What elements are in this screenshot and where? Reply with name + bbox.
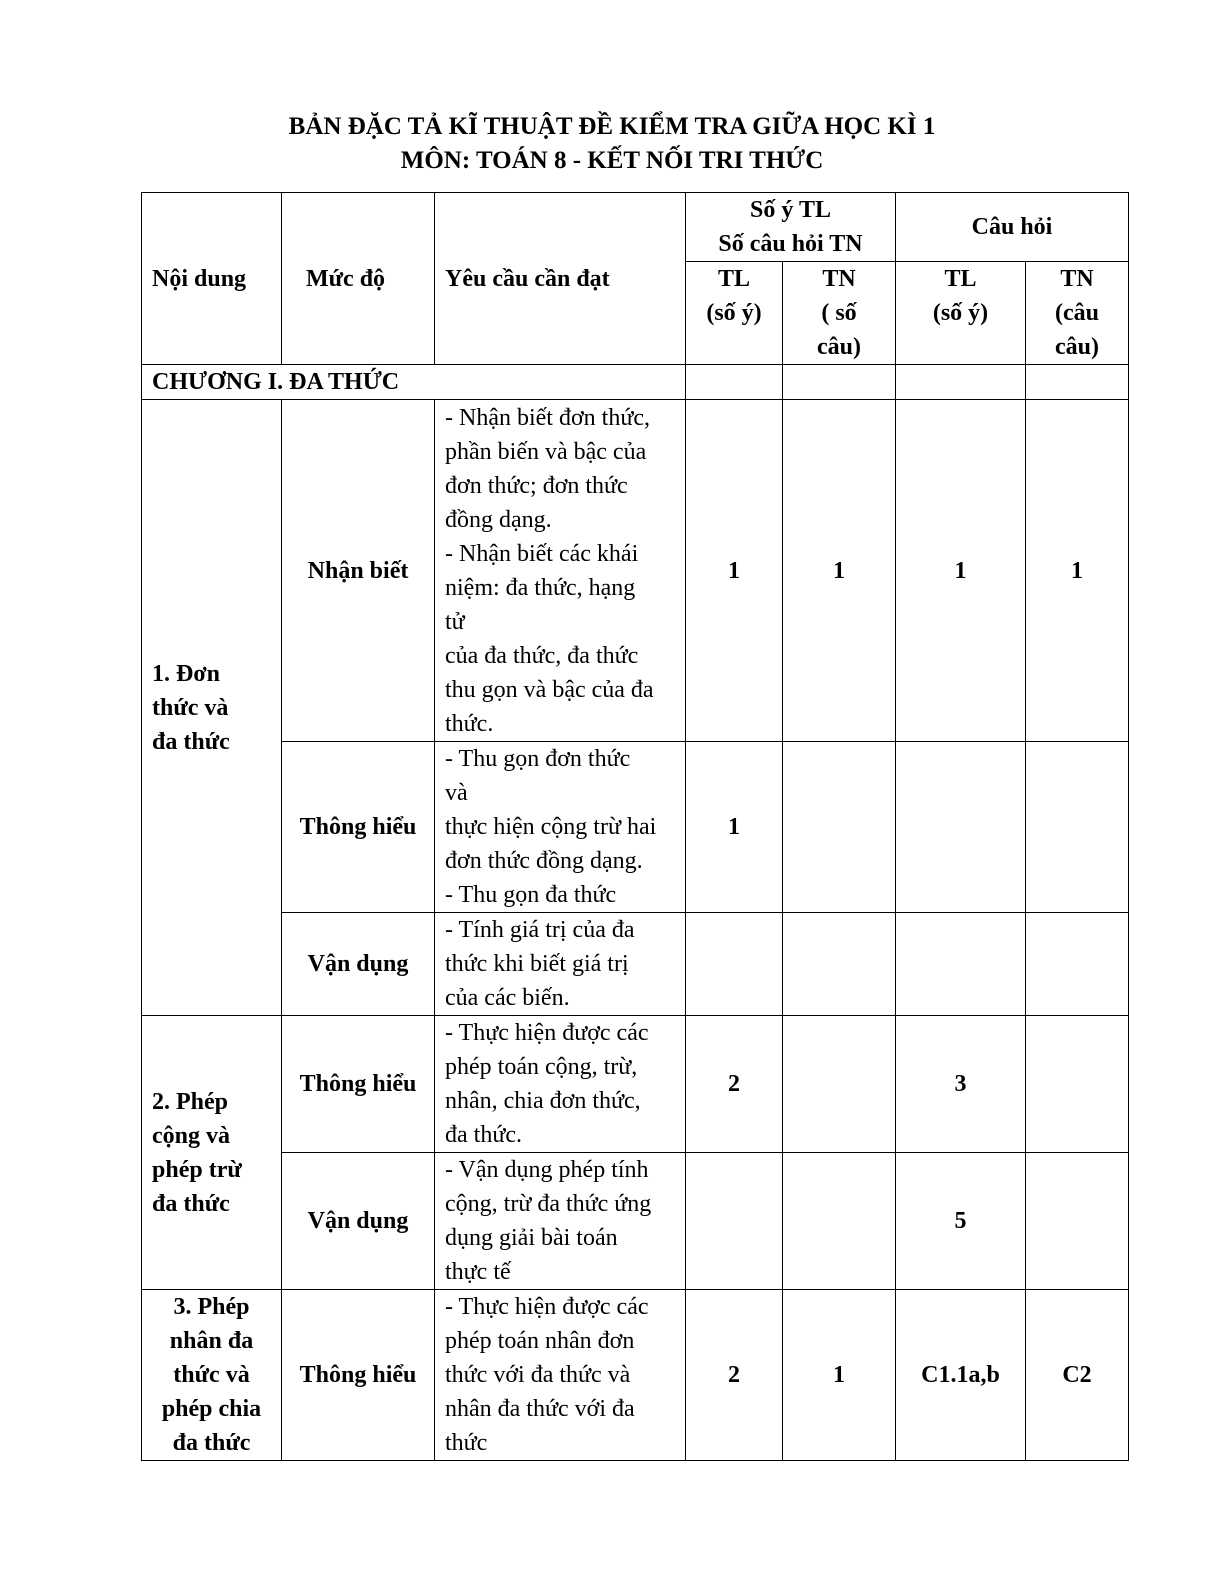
table-row — [142, 742, 1129, 913]
requirement-line: thức. — [445, 710, 494, 737]
tl-count-cell: 1 — [686, 400, 783, 742]
requirement-line: phép toán cộng, trừ, — [445, 1054, 638, 1080]
tn-question-cell — [1026, 1016, 1129, 1153]
requirement-cell — [435, 1016, 686, 1153]
level-cell: Nhận biết — [282, 400, 435, 742]
requirement-cell — [435, 913, 686, 1016]
tn-question-cell — [1026, 913, 1129, 1016]
table-row — [142, 400, 1129, 742]
header-row-1 — [142, 193, 1129, 262]
header-sub-text: ( số — [821, 300, 857, 326]
header-so-y-line1: Số ý TL — [750, 197, 831, 223]
requirement-line: nhân, chia đơn thức, — [445, 1088, 641, 1114]
header-muc-do: Mức độ — [282, 193, 435, 365]
table-cell — [1026, 365, 1129, 400]
tl-question-cell: 5 — [896, 1153, 1026, 1290]
header-sub-text: TN — [1060, 266, 1094, 292]
tn-count-cell — [783, 742, 896, 913]
requirement-line: phần biến và bậc của — [445, 438, 647, 465]
requirement-line: thực tế — [445, 1259, 511, 1285]
header-sub-text: TL — [944, 266, 977, 292]
table-row — [142, 1290, 1129, 1461]
requirement-line: - Thực hiện được các — [445, 1294, 649, 1320]
topic-name-line: cộng và — [152, 1122, 230, 1149]
header-cau-hoi: Câu hỏi — [896, 193, 1129, 262]
requirement-line: thức — [445, 1430, 488, 1456]
requirement-line: - Thu gọn đa thức — [445, 882, 617, 908]
specification-table — [141, 192, 1129, 1461]
tn-question-cell — [1026, 742, 1129, 913]
table-cell — [783, 365, 896, 400]
topic-name-line: đa thức — [152, 1190, 230, 1217]
level-cell: Vận dụng — [282, 1153, 435, 1290]
topic-name-line: 2. Phép — [152, 1088, 229, 1115]
topic-name — [142, 400, 282, 1016]
tn-question-cell — [1026, 1153, 1129, 1290]
requirement-line: đơn thức đồng dạng. — [445, 848, 643, 874]
tl-question-cell: 1 — [896, 400, 1026, 742]
requirement-cell — [435, 742, 686, 913]
level-cell: Thông hiểu — [282, 1016, 435, 1153]
chapter-row — [142, 365, 1129, 400]
topic-name-line: đa thức — [152, 728, 230, 755]
document-title: BẢN ĐẶC TẢ KĨ THUẬT ĐỀ KIỂM TRA GIỮA HỌC KÌ 1 — [288, 113, 936, 140]
topic-name-line: phép trừ — [152, 1156, 242, 1183]
tl-question-cell: 3 — [896, 1016, 1026, 1153]
header-sub-text: (số ý) — [932, 300, 989, 326]
table-row — [142, 913, 1129, 1016]
requirement-line: nhân đa thức với đa — [445, 1396, 635, 1422]
tl-question-cell: C1.1a,b — [896, 1290, 1026, 1461]
topic-name-line: nhân đa — [169, 1328, 254, 1354]
requirement-line: - Vận dụng phép tính — [445, 1157, 649, 1183]
header-sub-tn-cau-hoi — [1026, 262, 1129, 365]
requirement-line: thức với đa thức và — [445, 1362, 631, 1388]
tn-question-cell: 1 — [1026, 400, 1129, 742]
requirement-line: thu gọn và bậc của đa — [445, 676, 654, 703]
requirement-line: đơn thức; đơn thức — [445, 472, 628, 499]
requirement-line: niệm: đa thức, hạng — [445, 574, 636, 601]
requirement-cell — [435, 400, 686, 742]
requirement-line: phép toán nhân đơn — [445, 1328, 635, 1354]
header-sub-text: TN — [822, 266, 856, 292]
header-sub-tl-cau-hoi — [896, 262, 1026, 365]
topic-name-line: thức và — [152, 694, 229, 721]
header-sub-tl-so-y — [686, 262, 783, 365]
tn-question-cell: C2 — [1026, 1290, 1129, 1461]
requirement-line: - Tính giá trị của đa — [445, 917, 635, 943]
header-so-y — [686, 193, 896, 262]
table-cell — [896, 365, 1026, 400]
tl-count-cell — [686, 1153, 783, 1290]
table-cell — [686, 365, 783, 400]
tn-count-cell: 1 — [783, 1290, 896, 1461]
tn-count-cell: 1 — [783, 400, 896, 742]
header-yeu-cau: Yêu cầu cần đạt — [435, 193, 686, 365]
tl-question-cell — [896, 913, 1026, 1016]
topic-name-line: đa thức — [172, 1430, 251, 1456]
requirement-line: tử — [445, 608, 465, 635]
header-sub-text: câu) — [1055, 334, 1099, 360]
requirement-line: thực hiện cộng trừ hai — [445, 814, 657, 840]
requirement-line: - Thu gọn đơn thức — [445, 746, 631, 772]
tl-count-cell — [686, 913, 783, 1016]
requirement-line: - Thực hiện được các — [445, 1020, 649, 1046]
topic-name — [142, 1290, 282, 1461]
document-subtitle: MÔN: TOÁN 8 - KẾT NỐI TRI THỨC — [400, 147, 824, 174]
requirement-line: của các biến. — [445, 985, 570, 1011]
requirement-line: - Nhận biết các khái — [445, 540, 639, 567]
requirement-line: dụng giải bài toán — [445, 1225, 618, 1251]
tl-count-cell: 1 — [686, 742, 783, 913]
topic-name — [142, 1016, 282, 1290]
requirement-cell — [435, 1290, 686, 1461]
chapter-title: CHƯƠNG I. ĐA THỨC — [142, 365, 686, 400]
header-sub-text: câu) — [817, 334, 861, 360]
topic-name-line: 1. Đơn — [152, 660, 220, 687]
tn-count-cell — [783, 1016, 896, 1153]
tl-count-cell: 2 — [686, 1290, 783, 1461]
requirement-line: đồng dạng. — [445, 506, 552, 533]
topic-name-line: 3. Phép — [173, 1294, 250, 1320]
table-row — [142, 1016, 1129, 1153]
header-sub-text: (số ý) — [706, 300, 762, 326]
tn-count-cell — [783, 913, 896, 1016]
requirement-line: - Nhận biết đơn thức, — [445, 404, 650, 431]
requirement-line: thức khi biết giá trị — [445, 951, 629, 977]
level-cell: Vận dụng — [282, 913, 435, 1016]
level-cell: Thông hiểu — [282, 742, 435, 913]
requirement-line: của đa thức, đa thức — [445, 642, 639, 669]
topic-name-line: phép chia — [161, 1396, 262, 1422]
requirement-line: và — [445, 780, 468, 806]
header-so-y-line2: Số câu hỏi TN — [718, 231, 863, 257]
requirement-line: đa thức. — [445, 1122, 522, 1148]
header-noi-dung: Nội dung — [142, 193, 282, 365]
tn-count-cell — [783, 1153, 896, 1290]
requirement-line: cộng, trừ đa thức ứng — [445, 1191, 652, 1217]
level-cell: Thông hiểu — [282, 1290, 435, 1461]
topic-name-line: thức và — [173, 1362, 250, 1388]
header-sub-text: (câu — [1055, 300, 1099, 326]
table-row — [142, 1153, 1129, 1290]
tl-question-cell — [896, 742, 1026, 913]
header-sub-text: TL — [717, 266, 750, 292]
requirement-cell — [435, 1153, 686, 1290]
tl-count-cell: 2 — [686, 1016, 783, 1153]
header-sub-tn-so-cau — [783, 262, 896, 365]
